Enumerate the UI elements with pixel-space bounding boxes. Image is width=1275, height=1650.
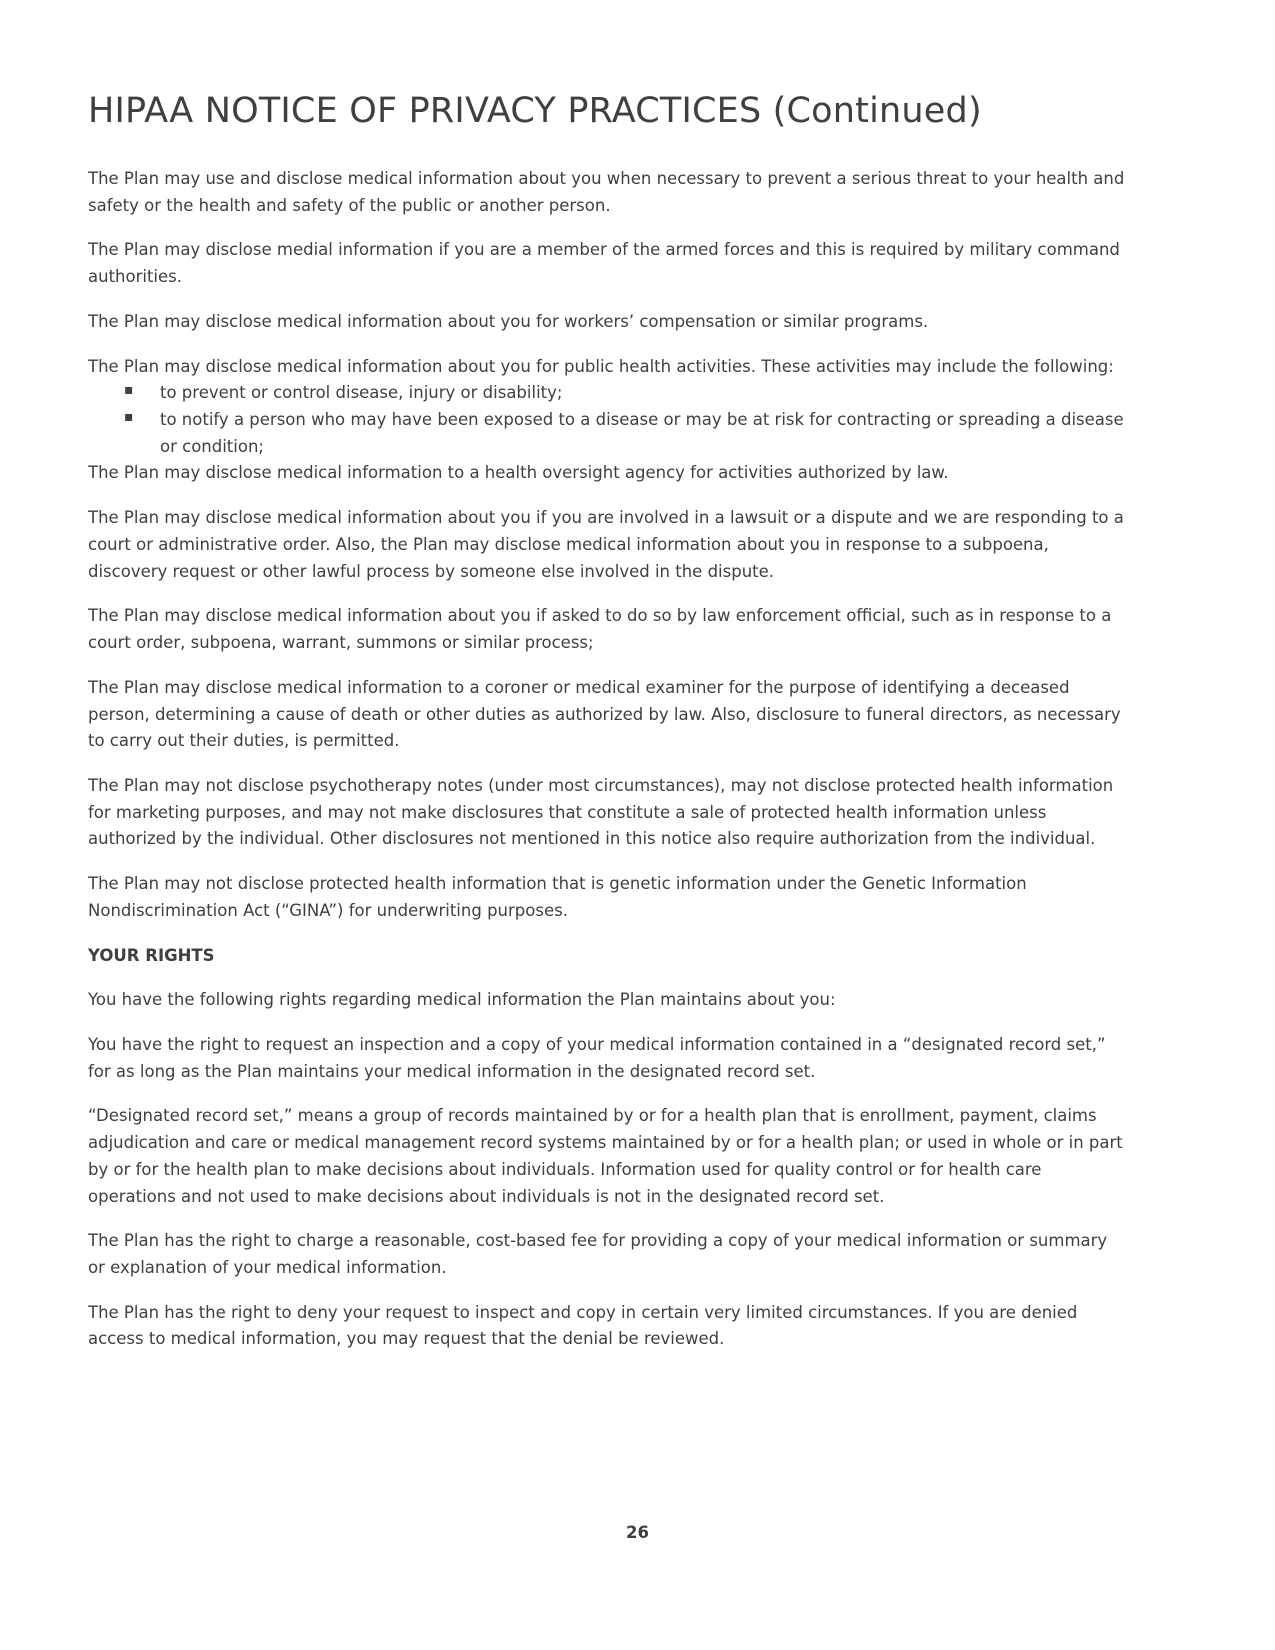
paragraph-health-oversight-agency: The Plan may disclose medical information to a health oversight agency for activities authorized by law. [88,463,949,483]
paragraph-military-authorities: The Plan may disclose medial information if you are a member of the armed forces and this is required by military command authorities. [88,240,1120,287]
paragraph-deny-request: The Plan has the right to deny your request to inspect and copy in certain very limited circumstances. If you are denied access to medical information, you may request that the denial be reviewed. [88,1302,1078,1349]
paragraph-rights-intro: You have the following rights regarding medical information the Plan maintains about you: [88,990,836,1010]
paragraph-right-to-inspect: You have the right to request an inspection and a copy of your medical information contained in a “designated record set,” for as long as the Plan maintains your medical information in the designated record set. [88,1034,1106,1081]
paragraph-genetic-information: The Plan may not disclose protected health information that is genetic information under the Genetic Information Nondiscrimination Act (“GINA”) for underwriting purposes. [88,874,1027,920]
paragraph-workers-compensation: The Plan may disclose medical information about you for workers’ compensation or similar programs. [88,311,929,331]
paragraph-coroner-medical-examiner: The Plan may disclose medical information to a coroner or medical examiner for the purpose of identifying a deceased person, determining a cause of death or other duties as authorized by law. Also, disclosure to funeral directors, as necessary to carry out their duties, is permitted. [88,677,1121,751]
paragraph-law-enforcement: The Plan may disclose medical information about you if asked to do so by law enforcement official, such as in response to a court order, subpoena, warrant, summons or similar process; [88,606,1112,653]
paragraph-cost-based-fee: The Plan has the right to charge a reasonable, cost-based fee for providing a copy of your medical information or summary or explanation of your medical information. [88,1231,1108,1277]
paragraph-designated-record-set: “Designated record set,” means a group of records maintained by or for a health plan that is enrollment, payment, claims adjudication and care or medical management record systems maintained by or for a health plan; or used in whole or in part by or for the health plan to make decisions about individuals. Information used for quality control or for health care operations and not used to make decisions about individuals is not in the designated record set. [88,1106,1123,1206]
paragraph-psychotherapy-notes: The Plan may not disclose psychotherapy notes (under most circumstances), may not disclose protected health information for marketing purposes, and may not make disclosures that constitute a sale of protected health information unless authorized by the individual. Other disclosures not mentioned in this notice also require authorization from the individual. [88,775,1114,849]
public-health-activities-list [88,380,1125,460]
page-title: HIPAA NOTICE OF PRIVACY PRACTICES (Continued) [88,91,982,131]
list-item: ▪ to notify a person who may have been exposed to a disease or may be at risk for contracting or spreading a disease or condition; [88,407,1125,460]
paragraph-threat-to-health: The Plan may use and disclose medical information about you when necessary to prevent a serious threat to your health and safety or the health and safety of the public or another person. [88,169,1125,215]
list-item: ▪ to prevent or control disease, injury or disability; [88,380,1125,407]
page-number: 26 [626,1523,649,1542]
section-heading-your-rights: YOUR RIGHTS [88,945,215,965]
paragraph-lawsuit-dispute: The Plan may disclose medical information about you if you are involved in a lawsuit or a dispute and we are responding to a court or administrative order. Also, the Plan may disclose medical information about you in response to a subpoena, discovery request or other lawful process by someone else involved in the dispute. [88,508,1124,581]
paragraph-public-health-activities: The Plan may disclose medical information about you for public health activities. These activities may include the following: [88,356,1114,376]
